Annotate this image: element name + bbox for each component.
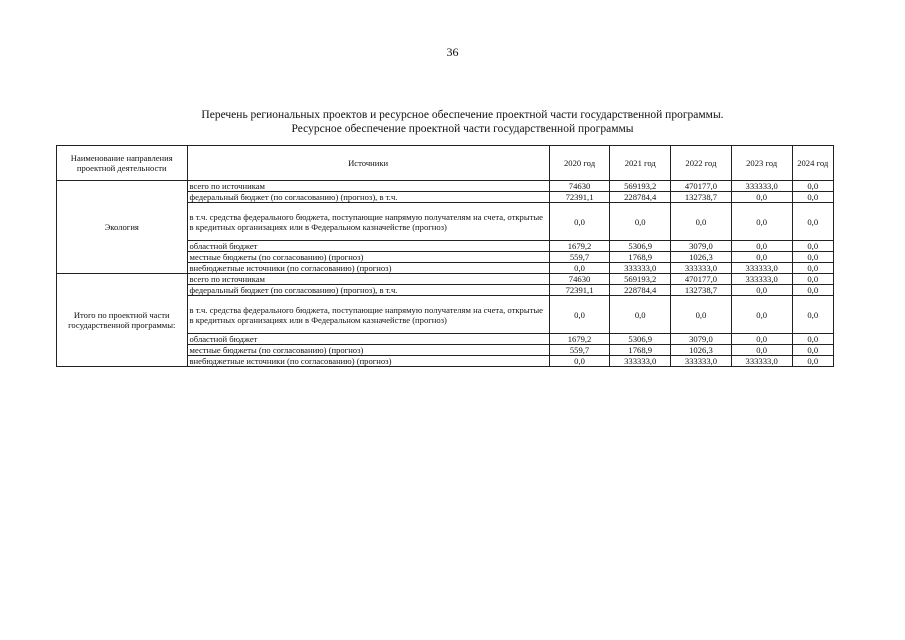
value-2021: 228784,4 bbox=[610, 192, 671, 203]
value-2024: 0,0 bbox=[792, 252, 834, 263]
value-2022: 1026,3 bbox=[671, 252, 732, 263]
value-2023: 0,0 bbox=[731, 252, 792, 263]
value-2020: 0,0 bbox=[549, 296, 610, 334]
value-2020: 0,0 bbox=[549, 203, 610, 241]
value-2023: 333333,0 bbox=[731, 263, 792, 274]
value-2022: 333333,0 bbox=[671, 263, 732, 274]
value-2020: 74630 bbox=[549, 274, 610, 285]
source-cell: федеральный бюджет (по согласованию) (прогноз), в т.ч. bbox=[187, 285, 549, 296]
source-cell: в т.ч. средства федерального бюджета, поступающие напрямую получателям на счета, открытые в кредитных организациях или в Федеральном казначействе (прогноз) bbox=[187, 203, 549, 241]
value-2023: 0,0 bbox=[731, 203, 792, 241]
table-header-row bbox=[57, 146, 834, 181]
value-2022: 470177,0 bbox=[671, 181, 732, 192]
value-2022: 3079,0 bbox=[671, 334, 732, 345]
value-2022: 1026,3 bbox=[671, 345, 732, 356]
value-2024: 0,0 bbox=[792, 285, 834, 296]
value-2023: 333333,0 bbox=[731, 274, 792, 285]
source-cell: всего по источникам bbox=[187, 181, 549, 192]
source-cell: всего по источникам bbox=[187, 274, 549, 285]
value-2024: 0,0 bbox=[792, 296, 834, 334]
header-2023: 2023 год bbox=[731, 146, 792, 181]
header-2021: 2021 год bbox=[610, 146, 671, 181]
value-2021: 0,0 bbox=[610, 296, 671, 334]
value-2020: 0,0 bbox=[549, 356, 610, 367]
value-2024: 0,0 bbox=[792, 192, 834, 203]
value-2023: 333333,0 bbox=[731, 356, 792, 367]
value-2020: 72391,1 bbox=[549, 285, 610, 296]
value-2021: 333333,0 bbox=[610, 263, 671, 274]
value-2021: 569193,2 bbox=[610, 181, 671, 192]
value-2020: 559,7 bbox=[549, 345, 610, 356]
value-2020: 72391,1 bbox=[549, 192, 610, 203]
value-2023: 333333,0 bbox=[731, 181, 792, 192]
direction-cell: Итого по проектной части государственной программы: bbox=[57, 274, 188, 367]
value-2024: 0,0 bbox=[792, 181, 834, 192]
value-2022: 0,0 bbox=[671, 296, 732, 334]
value-2022: 132738,7 bbox=[671, 192, 732, 203]
source-cell: внебюджетные источники (по согласованию) (прогноз) bbox=[187, 263, 549, 274]
value-2023: 0,0 bbox=[731, 192, 792, 203]
header-2020: 2020 год bbox=[549, 146, 610, 181]
source-cell: местные бюджеты (по согласованию) (прогноз) bbox=[187, 345, 549, 356]
value-2021: 5306,9 bbox=[610, 334, 671, 345]
value-2020: 559,7 bbox=[549, 252, 610, 263]
table-row bbox=[57, 181, 834, 192]
direction-cell: Экология bbox=[57, 181, 188, 274]
value-2023: 0,0 bbox=[731, 345, 792, 356]
value-2022: 3079,0 bbox=[671, 241, 732, 252]
value-2021: 333333,0 bbox=[610, 356, 671, 367]
header-direction: Наименование направления проектной деятельности bbox=[57, 146, 188, 181]
document-title bbox=[0, 108, 905, 136]
value-2023: 0,0 bbox=[731, 296, 792, 334]
value-2021: 5306,9 bbox=[610, 241, 671, 252]
value-2024: 0,0 bbox=[792, 334, 834, 345]
value-2023: 0,0 bbox=[731, 241, 792, 252]
value-2024: 0,0 bbox=[792, 203, 834, 241]
title-line-1: Перечень региональных проектов и ресурсное обеспечение проектной части государственной программы. bbox=[201, 109, 724, 121]
source-cell: областной бюджет bbox=[187, 241, 549, 252]
source-cell: внебюджетные источники (по согласованию) (прогноз) bbox=[187, 356, 549, 367]
value-2020: 1679,2 bbox=[549, 241, 610, 252]
value-2021: 1768,9 bbox=[610, 345, 671, 356]
value-2024: 0,0 bbox=[792, 274, 834, 285]
source-cell: федеральный бюджет (по согласованию) (прогноз), в т.ч. bbox=[187, 192, 549, 203]
value-2020: 74630 bbox=[549, 181, 610, 192]
header-2024: 2024 год bbox=[792, 146, 834, 181]
value-2022: 333333,0 bbox=[671, 356, 732, 367]
value-2021: 228784,4 bbox=[610, 285, 671, 296]
value-2023: 0,0 bbox=[731, 285, 792, 296]
value-2024: 0,0 bbox=[792, 241, 834, 252]
value-2024: 0,0 bbox=[792, 345, 834, 356]
header-2022: 2022 год bbox=[671, 146, 732, 181]
value-2020: 0,0 bbox=[549, 263, 610, 274]
source-cell: местные бюджеты (по согласованию) (прогноз) bbox=[187, 252, 549, 263]
value-2022: 132738,7 bbox=[671, 285, 732, 296]
source-cell: областной бюджет bbox=[187, 334, 549, 345]
value-2022: 0,0 bbox=[671, 203, 732, 241]
title-line-2: Ресурсное обеспечение проектной части государственной программы bbox=[291, 123, 634, 135]
value-2023: 0,0 bbox=[731, 334, 792, 345]
header-sources: Источники bbox=[187, 146, 549, 181]
value-2020: 1679,2 bbox=[549, 334, 610, 345]
value-2021: 1768,9 bbox=[610, 252, 671, 263]
value-2024: 0,0 bbox=[792, 356, 834, 367]
value-2024: 0,0 bbox=[792, 263, 834, 274]
source-cell: в т.ч. средства федерального бюджета, поступающие напрямую получателям на счета, открытые в кредитных организациях или в Федеральном казначействе (прогноз) bbox=[187, 296, 549, 334]
value-2021: 0,0 bbox=[610, 203, 671, 241]
page-number: 36 bbox=[446, 45, 459, 59]
value-2022: 470177,0 bbox=[671, 274, 732, 285]
value-2021: 569193,2 bbox=[610, 274, 671, 285]
resource-table bbox=[56, 145, 834, 367]
table-row bbox=[57, 274, 834, 285]
